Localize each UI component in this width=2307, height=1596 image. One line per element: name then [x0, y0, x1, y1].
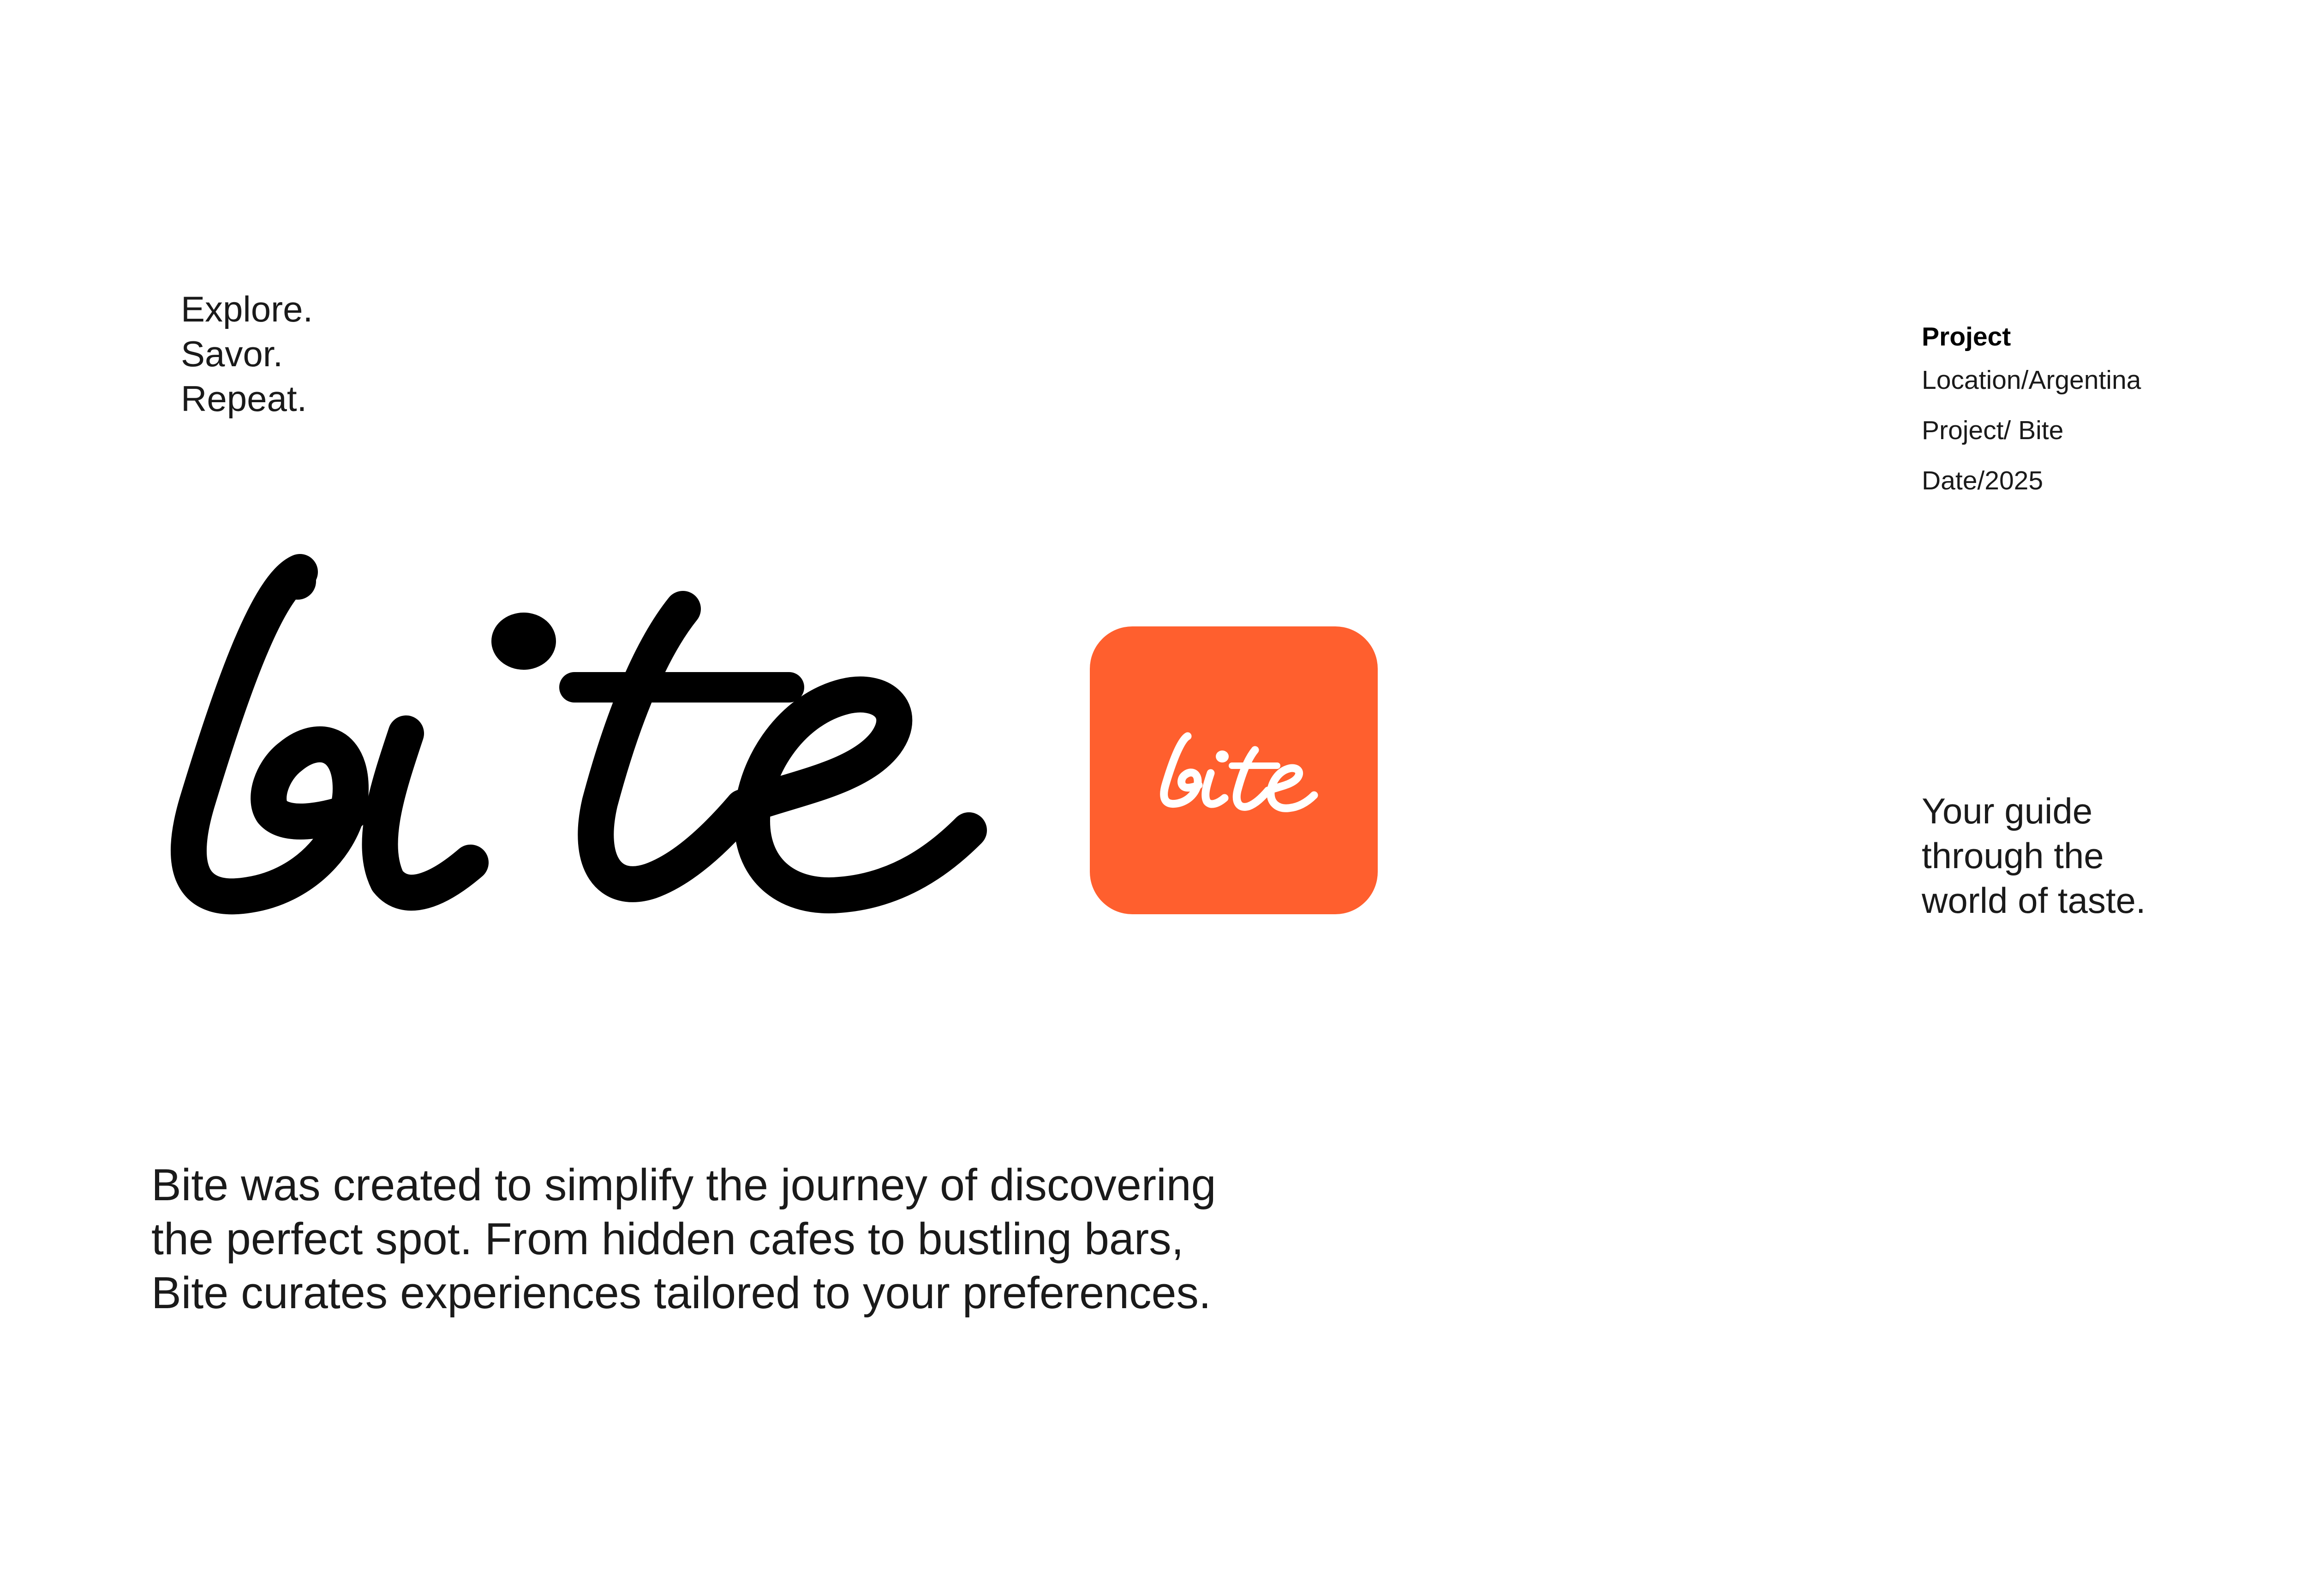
guide-line-1: Your guide — [1922, 791, 2093, 831]
guide-line-3: world of taste. — [1922, 880, 2146, 921]
project-description — [151, 1158, 1216, 1320]
tagline — [181, 287, 313, 421]
meta-date: Date/2025 — [1922, 466, 2044, 495]
guide-tagline — [1922, 789, 2146, 923]
description-line-2: the perfect spot. From hidden cafes to bustling bars, — [151, 1214, 1184, 1264]
bite-wordmark-logo — [157, 540, 1006, 936]
project-meta — [1922, 318, 2141, 506]
app-icon — [1090, 626, 1378, 914]
description-line-3: Bite curates experiences tailored to your preferences. — [151, 1268, 1211, 1318]
app-icon-wordmark-logo — [1090, 626, 1378, 914]
tagline-line-repeat: Repeat. — [181, 378, 307, 419]
tagline-line-explore: Explore. — [181, 289, 313, 329]
guide-line-2: through the — [1922, 835, 2104, 876]
meta-title: Project — [1922, 322, 2011, 351]
tagline-line-savor: Savor. — [181, 333, 283, 374]
description-line-1: Bite was created to simplify the journey of discovering — [151, 1160, 1216, 1210]
meta-location: Location/Argentina — [1922, 365, 2141, 395]
meta-project: Project/ Bite — [1922, 416, 2064, 445]
